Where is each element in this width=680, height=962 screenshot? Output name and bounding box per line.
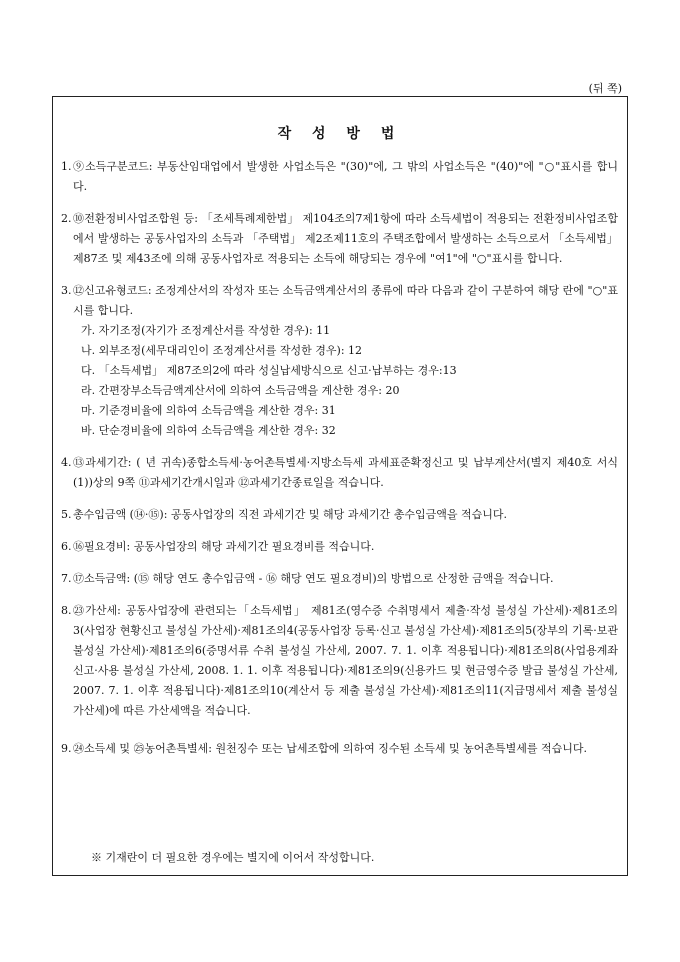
- instructions-list: [61, 157, 618, 759]
- list-item-7: [61, 569, 618, 589]
- item-text: ⑰소득금액: (⑮ 해당 연도 총수입금액 - ⑯ 해당 연도 필요경비)의 방법으로 산정한 금액을 적습니다.: [73, 572, 554, 585]
- item-number: 3.: [61, 284, 72, 297]
- item-text: ⑯필요경비: 공동사업장의 해당 과세기간 필요경비를 적습니다.: [73, 540, 375, 553]
- item-text: ⑩전환정비사업조합원 등: 「조세특례제한법」 제104조의7제1항에 따라 소득세법이 적용되는 전환정비사업조합에서 발생하는 공동사업자의 소득과 「주택법」 제2조제11호의 주택조합에서 발생하는 소득으로서 「소득세법」 제87조 및 제43조에 의해 공동사업자로 적용되는 소득에 해당되는 경우에 "여1"에 "○"표시를 합니다.: [73, 212, 618, 265]
- list-item-8: [61, 601, 618, 721]
- item-text: 총수입금액 (⑭·⑮): 공동사업장의 직전 과세기간 및 해당 과세기간 총수입금액을 적습니다.: [73, 508, 508, 521]
- item-number: 6.: [61, 540, 72, 553]
- list-item-1: [61, 157, 618, 197]
- item-text: ㉓가산세: 공동사업장에 관련되는「소득세법」 제81조(영수증 수취명세서 제출·작성 불성실 가산세)·제81조의3(사업장 현황신고 불성실 가산세)·제81조의4(공동사업장 등록·신고 불성실 가산세)·제81조의5(장부의 기록·보관 불성실 가산세)·제81조의6(증명서류 수취 불성실 가산세, 2007. 7. 1. 이후 적용됩니다)·제81조의8(사업용계좌 신고·사용 불성실 가산세, 2008. 1. 1. 이후 적용됩니다)·제81조의9(신용카드 및 현금영수증 발급 불성실 가산세, 2007. 7. 1. 이후 적용됩니다)·제81조의10(계산서 등 제출 불성실 가산세)·제81조의11(지급명세서 제출 불성실 가산세)에 따른 가산세액을 적습니다.: [73, 604, 618, 717]
- sub-item: 마. 기준경비율에 의하여 소득금액을 계산한 경우: 31: [81, 404, 336, 417]
- item-text: ⑫신고유형코드: 조정계산서의 작성자 또는 소득금액계산서의 종류에 따라 다음과 같이 구분하여 해당 란에 "○"표시를 합니다.: [73, 284, 618, 317]
- item-number: 8.: [61, 604, 72, 617]
- list-item-5: [61, 505, 618, 525]
- item-number: 4.: [61, 456, 72, 469]
- item-number: 2.: [61, 212, 72, 225]
- sub-item: 다. 「소득세법」 제87조의2에 따라 성실납세방식으로 신고·납부하는 경우:13: [81, 364, 457, 377]
- item-number: 1.: [61, 160, 72, 173]
- sub-item: 나. 외부조정(세무대리인이 조정계산서를 작성한 경우): 12: [81, 344, 363, 357]
- list-item-3: [61, 281, 618, 441]
- item-text: ⑨소득구분코드: 부동산임대업에서 발생한 사업소득은 "(30)"에, 그 밖의 사업소득은 "(40)"에 "○"표시를 합니다.: [73, 160, 618, 193]
- item-text: ⑬과세기간: ( 년 귀속)종합소득세·농어촌특별세·지방소득세 과세표준확정신고 및 납부계산서(별지 제40호 서식(1))상의 9쪽 ⑪과세기간개시일과 ⑫과세기간종료일을 적습니다.: [73, 456, 618, 489]
- list-item-4: [61, 453, 618, 493]
- sub-item: 가. 자기조정(자기가 조정계산서를 작성한 경우): 11: [81, 324, 331, 337]
- list-item-9: [61, 739, 618, 759]
- page-label: (뒤 쪽): [588, 82, 622, 95]
- item-text: ㉔소득세 및 ㉕농어촌특별세: 원천징수 또는 납세조합에 의하여 징수된 소득세 및 농어촌특별세를 적습니다.: [73, 742, 587, 755]
- sub-item: 바. 단순경비율에 의하여 소득금액을 계산한 경우: 32: [81, 424, 336, 437]
- list-item-2: [61, 209, 618, 269]
- list-item-6: [61, 537, 618, 557]
- sub-item: 라. 간편장부소득금액계산서에 의하여 소득금액을 계산한 경우: 20: [81, 384, 400, 397]
- page-title: 작 성 방 법: [277, 126, 403, 142]
- item-number: 5.: [61, 508, 72, 521]
- item-number: 7.: [61, 572, 72, 585]
- item-number: 9.: [61, 742, 72, 755]
- instructions-frame: [52, 96, 628, 876]
- footnote: ※ 기재란이 더 필요한 경우에는 별지에 이어서 작성합니다.: [91, 851, 375, 864]
